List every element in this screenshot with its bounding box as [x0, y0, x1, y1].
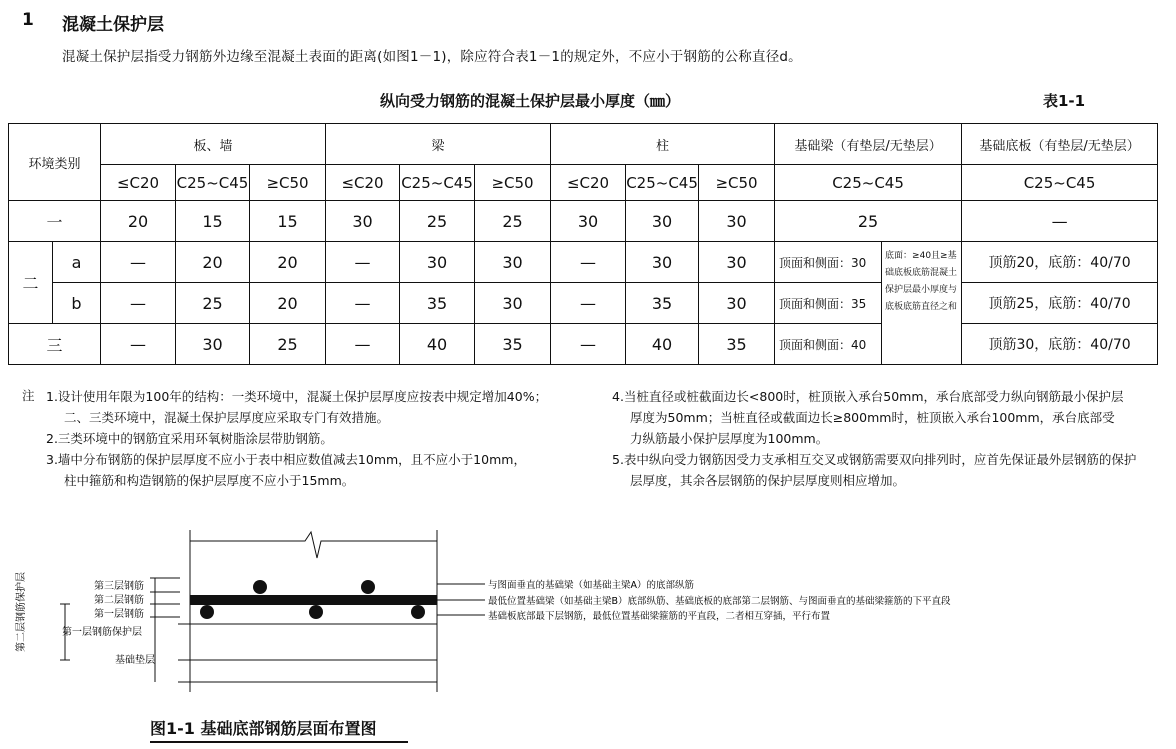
note-line: 层厚度，其余各层钢筋的保护层厚度则相应增加。 [630, 473, 906, 488]
grade-cell: ≥C50 [250, 165, 326, 201]
second-layer-bar [190, 595, 437, 605]
notes-left [46, 386, 586, 491]
value-cell: 35 [626, 283, 699, 324]
table-grade-row [9, 165, 1158, 201]
value-cell: — [101, 324, 176, 365]
section-intro: 混凝土保护层指受力钢筋外边缘至混凝土表面的距离(如图1－1)，除应符合表1－1的规定外，不应小于钢筋的公称直径d。 [62, 49, 802, 65]
value-cell: 15 [250, 201, 326, 242]
table-title: 纵向受力钢筋的混凝土保护层最小厚度（㎜） [380, 92, 681, 110]
value-cell: 顶筋30，底筋：40/70 [962, 324, 1158, 365]
rebar-dot [200, 605, 214, 619]
callout-text: 与图面垂直的基础梁（如基础主梁A）的底部纵筋 [488, 580, 694, 591]
value-cell: 20 [250, 283, 326, 324]
note-line: 3.墙中分布钢筋的保护层厚度不应小于表中相应数值减去10mm，且不应小于10mm， [46, 452, 526, 467]
grade-cell: ≤C20 [551, 165, 626, 201]
note-line: 力纵筋最小保护层厚度为100mm。 [630, 431, 829, 446]
label-layer3: 第三层钢筋 [94, 581, 144, 592]
grade-cell: C25~C45 [626, 165, 699, 201]
rebar-layer-diagram [0, 520, 1176, 749]
header-group: 梁 [326, 124, 551, 165]
grade-cell: C25~C45 [400, 165, 475, 201]
value-cell: 顶面和侧面：30 [775, 242, 882, 283]
grade-cell: C25~C45 [962, 165, 1158, 201]
value-cell: — [551, 242, 626, 283]
env-sub-cell: b [53, 283, 101, 324]
table-row [9, 324, 1158, 365]
label-cover1: 第一层钢筋保护层 [62, 627, 142, 638]
table-header-row [9, 124, 1158, 165]
label-bedding: 基础垫层 [115, 655, 155, 666]
rebar-dot [411, 605, 425, 619]
env-cell: 三 [9, 324, 101, 365]
env-cell: 一 [9, 201, 101, 242]
note-line: 厚度为50mm；当桩直径或截面边长≥800mm时，桩顶嵌入承台100mm，承台底部受 [630, 410, 1115, 425]
value-cell: 30 [699, 242, 775, 283]
grade-cell: C25~C45 [176, 165, 250, 201]
value-cell: 顶面和侧面：40 [775, 324, 882, 365]
header-group: 基础梁（有垫层/无垫层） [775, 124, 962, 165]
value-cell: 40 [626, 324, 699, 365]
note-line: 4.当桩直径或桩截面边长<800时，桩顶嵌入承台50mm，承台底部受力纵向钢筋最小保护层 [612, 389, 1124, 404]
value-cell: 30 [176, 324, 250, 365]
value-cell: — [551, 324, 626, 365]
env-sub-cell: a [53, 242, 101, 283]
value-cell: 25 [775, 201, 962, 242]
grade-cell: C25~C45 [775, 165, 962, 201]
value-cell: — [962, 201, 1158, 242]
rebar-dot [309, 605, 323, 619]
grade-cell: ≤C20 [326, 165, 400, 201]
value-cell: 20 [101, 201, 176, 242]
value-cell: 25 [475, 201, 551, 242]
header-group: 基础底板（有垫层/无垫层） [962, 124, 1158, 165]
value-cell: 30 [626, 242, 699, 283]
value-cell: — [101, 283, 176, 324]
header-env: 环境类别 [9, 124, 101, 201]
value-cell: 25 [400, 201, 475, 242]
value-cell: 30 [400, 242, 475, 283]
notes-label: 注 [22, 388, 35, 403]
section-title: 混凝土保护层 [62, 15, 164, 35]
value-cell: 40 [400, 324, 475, 365]
cover-thickness-table [8, 123, 1158, 365]
label-cover2: 第二层钢筋保护层 [16, 572, 27, 652]
value-cell: 15 [176, 201, 250, 242]
note-line: 柱中箍筋和构造钢筋的保护层厚度不应小于15mm。 [64, 473, 355, 488]
value-cell: 30 [626, 201, 699, 242]
value-cell: 35 [475, 324, 551, 365]
callout-text: 基础板底部最下层钢筋，最低位置基础梁箍筋的平直段，二者相互穿插，平行布置 [488, 611, 831, 622]
note-line: 二、三类环境中，混凝土保护层厚度应采取专门有效措施。 [64, 410, 390, 425]
label-layer2: 第二层钢筋 [94, 595, 144, 606]
value-cell: 顶筋20，底筋：40/70 [962, 242, 1158, 283]
table-row [9, 283, 1158, 324]
section-number: 1 [22, 10, 34, 30]
value-cell: 顶面和侧面：35 [775, 283, 882, 324]
header-group: 板、墙 [101, 124, 326, 165]
callout-text: 最低位置基础梁（如基础主梁B）底部纵筋、基础底板的底部第二层钢筋、与图面垂直的基础梁箍筋的下平直段 [488, 596, 951, 607]
value-cell: — [326, 324, 400, 365]
value-cell: — [326, 242, 400, 283]
value-cell: 35 [400, 283, 475, 324]
value-cell: 30 [475, 283, 551, 324]
grade-cell: ≥C50 [475, 165, 551, 201]
note-line: 1.设计使用年限为100年的结构：一类环境中，混凝土保护层厚度应按表中规定增加40%； [46, 389, 548, 404]
value-cell: 20 [176, 242, 250, 283]
value-cell: 30 [699, 283, 775, 324]
header-group: 柱 [551, 124, 775, 165]
value-cell: 30 [551, 201, 626, 242]
table-row [9, 242, 1158, 283]
value-cell: — [551, 283, 626, 324]
env-cell: 二 [9, 242, 53, 324]
label-layer1: 第一层钢筋 [94, 609, 144, 620]
value-cell: 25 [250, 324, 326, 365]
bottom-note-cell: 底面：≥40且≥基础底板底筋混凝土保护层最小厚度与底板底筋直径之和 [882, 242, 962, 365]
note-line: 2.三类环境中的钢筋宜采用环氧树脂涂层带肋钢筋。 [46, 431, 333, 446]
rebar-dot [253, 580, 267, 594]
value-cell: 30 [475, 242, 551, 283]
rebar-dot [361, 580, 375, 594]
figure-caption: 图1-1 基础底部钢筋层面布置图 [150, 716, 408, 743]
value-cell: 30 [699, 201, 775, 242]
table-number: 表1-1 [1043, 92, 1086, 110]
grade-cell: ≤C20 [101, 165, 176, 201]
value-cell: 30 [326, 201, 400, 242]
value-cell: 20 [250, 242, 326, 283]
value-cell: 25 [176, 283, 250, 324]
note-line: 5.表中纵向受力钢筋因受力支承相互交叉或钢筋需要双向排列时，应首先保证最外层钢筋的保护 [612, 452, 1137, 467]
value-cell: — [326, 283, 400, 324]
grade-cell: ≥C50 [699, 165, 775, 201]
value-cell: 35 [699, 324, 775, 365]
value-cell: 顶筋25，底筋：40/70 [962, 283, 1158, 324]
notes-right [612, 386, 1160, 491]
break-line [190, 532, 437, 558]
value-cell: — [101, 242, 176, 283]
table-row [9, 201, 1158, 242]
